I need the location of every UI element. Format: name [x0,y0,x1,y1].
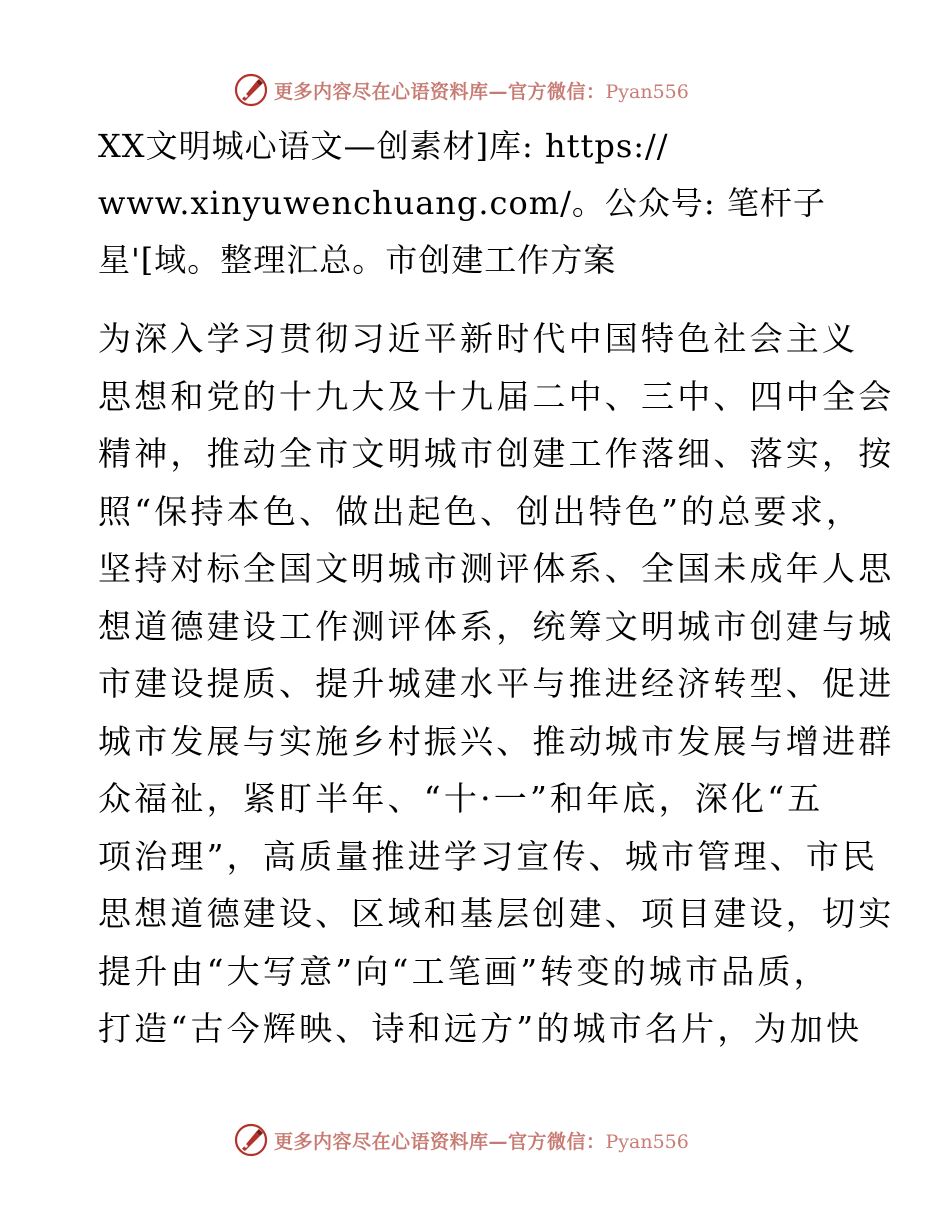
body-line: 坚持对标全国文明城市测评体系、全国未成年人思 [98,549,895,588]
watermark-label: 更多内容尽在心语资料库—官方微信： [274,80,606,103]
body-line: 思想和党的十九大及十九届二中、三中、四中全会 [98,376,895,416]
heading-line: www.xinyuwenchuang.com/。公众号: 笔杆子 [98,184,826,222]
body-paragraph [98,310,895,1058]
watermark-text [274,1127,689,1154]
footer-watermark [234,1122,689,1158]
watermark-label: 更多内容尽在心语资料库—官方微信： [274,1130,606,1153]
body-line: 城市发展与实施乡村振兴、推动城市发展与增进群 [98,721,895,761]
header-watermark [234,72,689,108]
body-line: 思想道德建设、区域和基层创建、项目建设，切实 [98,894,895,933]
pen-nib-logo-icon [234,1123,268,1157]
body-line: 为深入学习贯彻习近平新时代中国特色社会主义 [98,319,859,358]
body-line: 照“保持本色、做出起色、创出特色”的总要求， [98,491,863,531]
document-heading [98,118,858,289]
body-line: 众福祉，紧盯半年、“十·一”和年底，深化“五 [98,779,824,818]
body-line: 提升由“大写意”向“工笔画”转变的城市品质， [98,951,830,991]
watermark-text [274,77,689,104]
heading-line: 星'[域。整理汇总。市创建工作方案 [98,241,617,279]
body-line: 打造“古今辉映、诗和远方”的城市名片，为加快 [98,1009,863,1048]
body-line: 想道德建设工作测评体系，统筹文明城市创建与城 [98,606,895,646]
body-line: 市建设提质、提升城建水平与推进经济转型、促进 [98,664,895,703]
watermark-wechat-id: Pyan556 [605,1130,689,1153]
pen-nib-logo-icon [234,73,268,107]
heading-line: XX文明城心语文—创素材]库: https:// [98,127,669,165]
watermark-wechat-id: Pyan556 [605,80,689,103]
body-line: 精神，推动全市文明城市创建工作落细、落实，按 [98,434,895,473]
body-line: 项治理”，高质量推进学习宣传、城市管理、市民 [98,836,879,876]
